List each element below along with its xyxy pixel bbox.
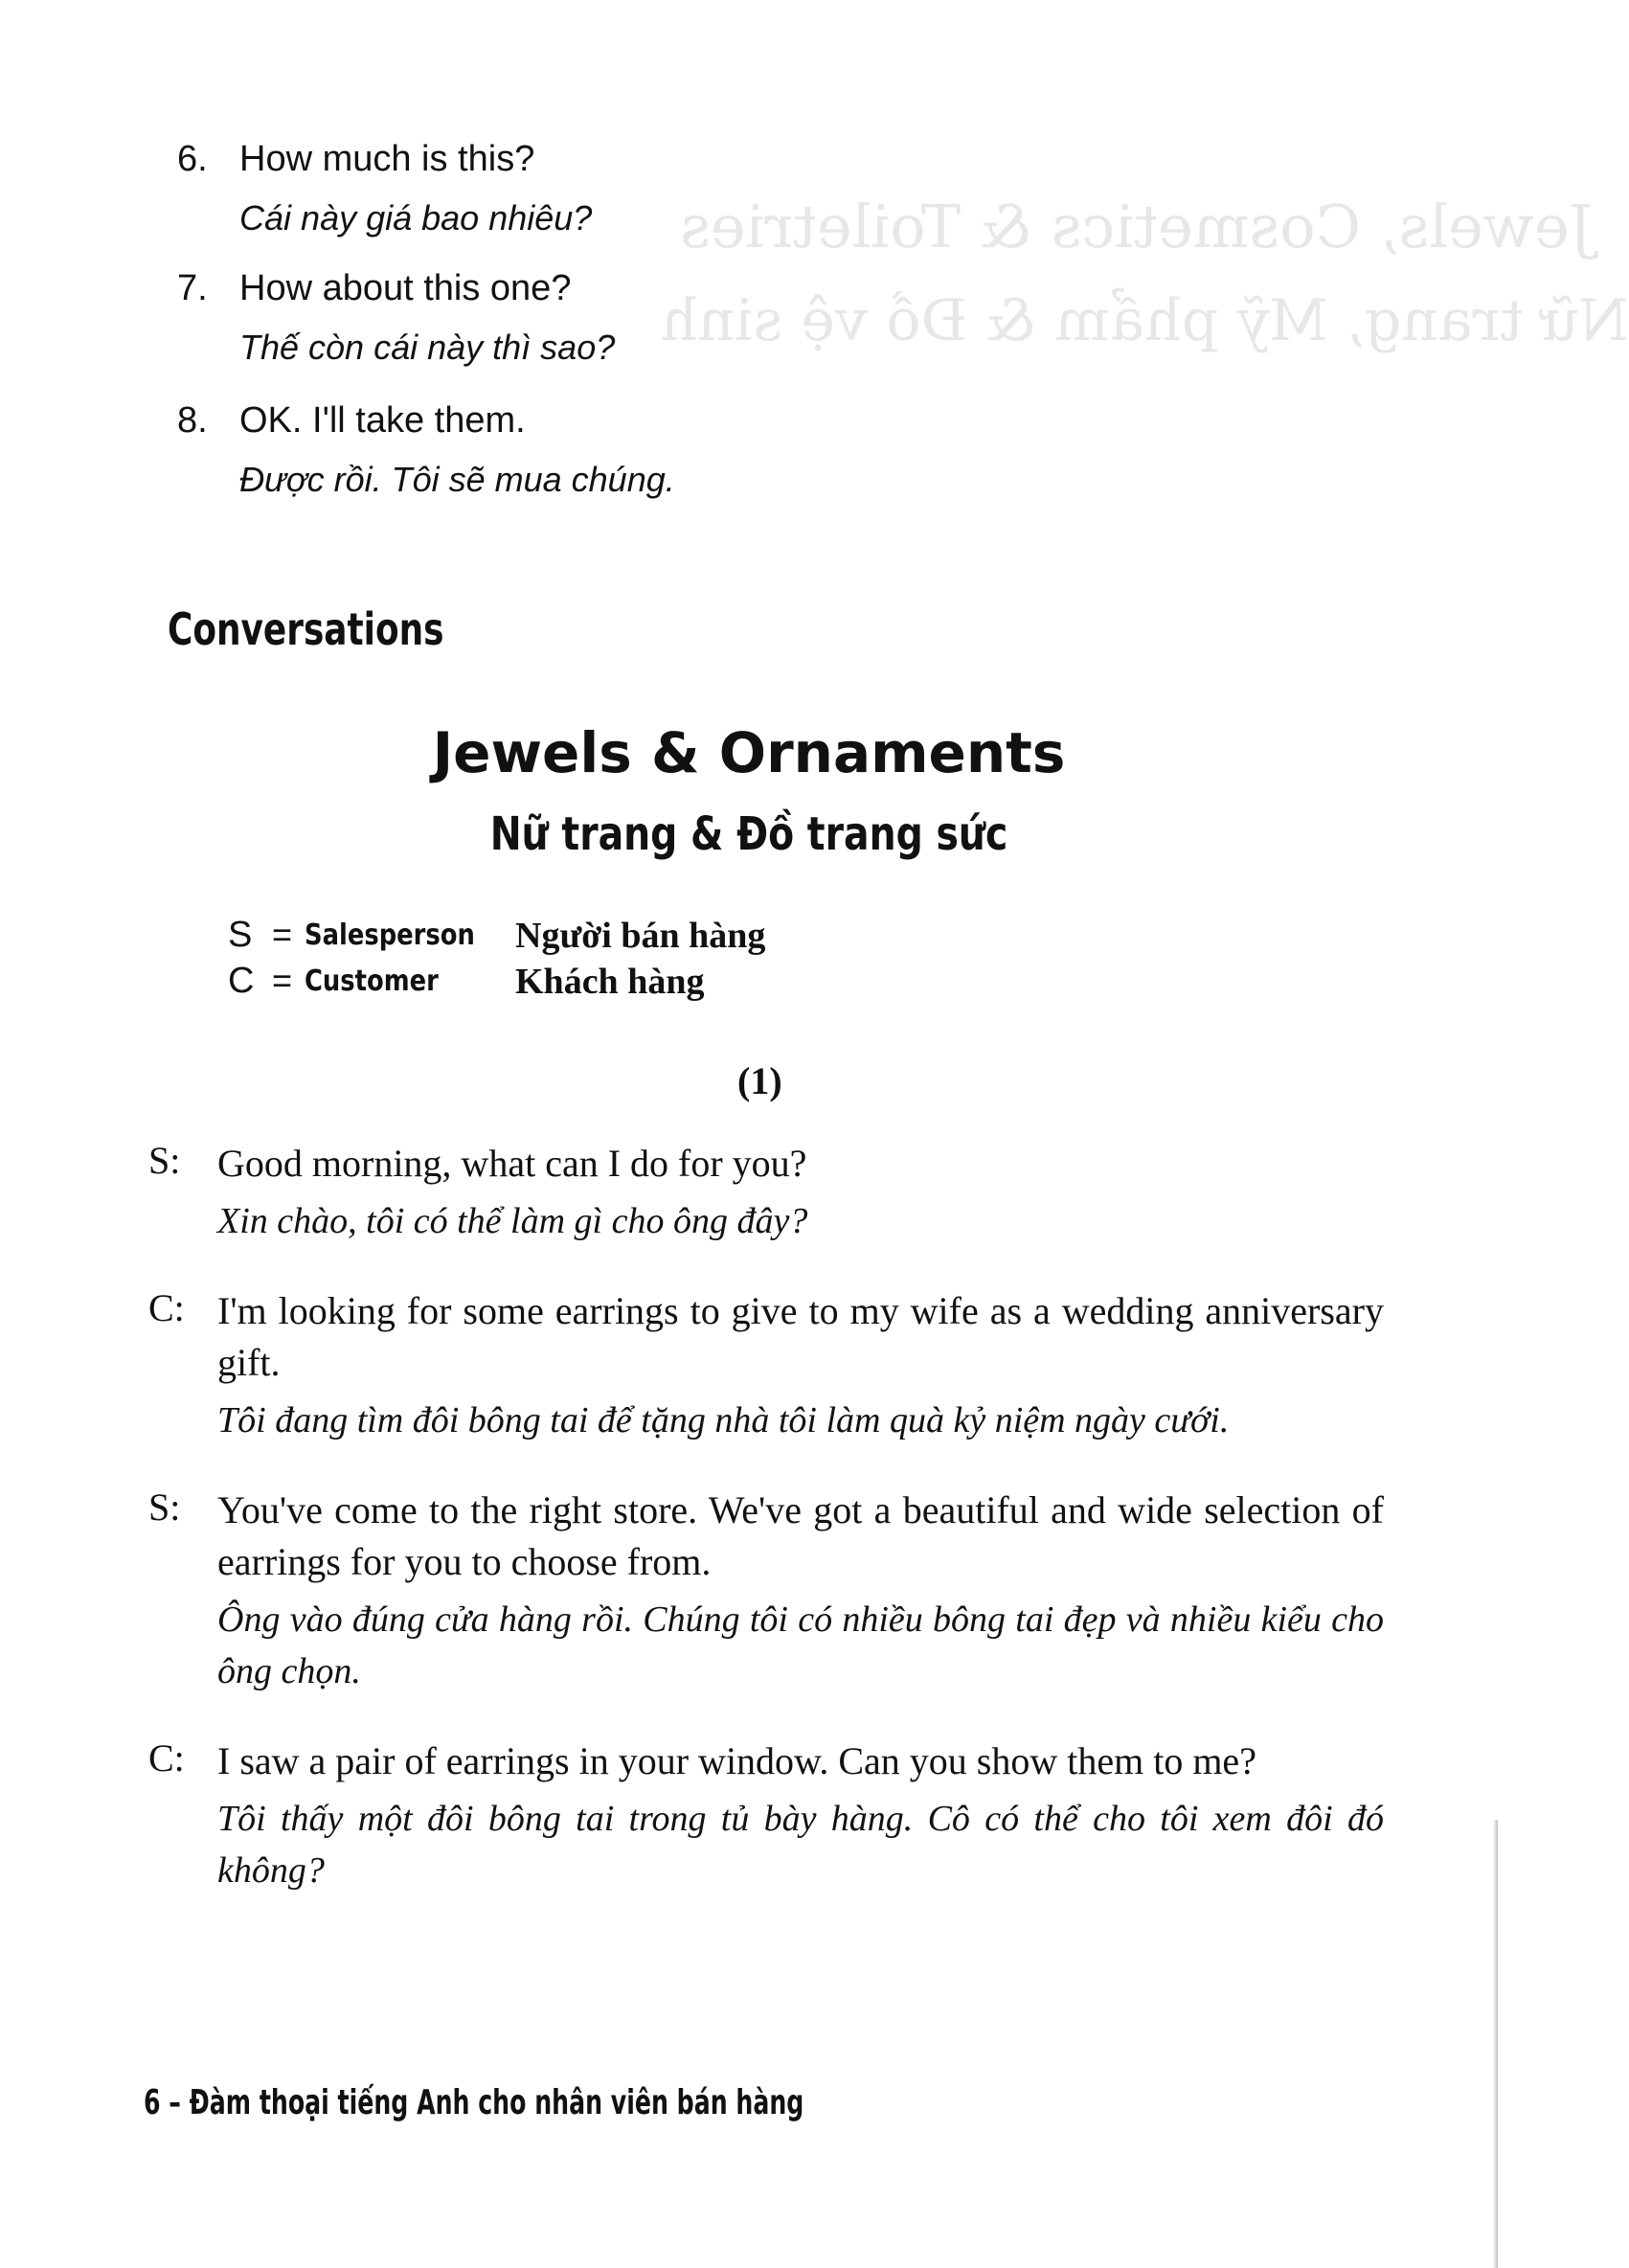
dialogue-vietnamese: Xin chào, tôi có thể làm gì cho ông đây? — [217, 1201, 808, 1241]
legend-role: Salesperson — [305, 919, 475, 952]
legend-equals: = — [272, 915, 293, 954]
conversation-title: Jewels & Ornaments — [432, 720, 1066, 785]
conversation-subtitle: Nữ trang & Đồ trang sức — [489, 807, 1008, 861]
bleed-through-subtitle: Nữ trang, Mỹ phẩm & Đồ vệ sinh — [661, 287, 1629, 354]
speaker-label: S: — [148, 1486, 181, 1529]
legend-code: C — [228, 961, 255, 1001]
part-number: (1) — [737, 1059, 782, 1102]
legend-role: Customer — [305, 964, 439, 998]
speaker-label: C: — [148, 1286, 185, 1329]
section-heading: Conversations — [168, 603, 444, 655]
phrase-english: How much is this? — [239, 139, 535, 179]
dialogue-vietnamese: Tôi đang tìm đôi bông tai để tặng nhà tôi làm quà kỷ niệm ngày cưới. — [217, 1400, 1230, 1440]
speaker-label: C: — [148, 1736, 185, 1780]
phrase-vietnamese: Cái này giá bao nhiêu? — [239, 198, 593, 238]
phrase-number: 7. — [177, 268, 208, 308]
dialogue-english: You've come to the right store. We've got a beautiful and wide selection of earrings for you to choose from. — [217, 1488, 1384, 1583]
dialogue-english: I saw a pair of earrings in your window. Can you show them to me? — [217, 1739, 1256, 1782]
page-edge-shadow — [1493, 1820, 1498, 2268]
phrase-number: 8. — [177, 400, 208, 441]
phrase-english: How about this one? — [239, 268, 572, 308]
legend-code: S — [228, 915, 253, 955]
phrase-vietnamese: Thế còn cái này thì sao? — [239, 328, 616, 367]
bleed-through-title: Jewels, Cosmetics & Toiletries — [680, 192, 1594, 261]
legend-equals: = — [272, 961, 293, 1000]
dialogue-vietnamese: Tôi thấy một đôi bông tai trong tủ bày hàng. Cô có thể cho tôi xem đôi đó không? — [217, 1799, 1384, 1891]
phrase-item — [177, 139, 1231, 254]
phrase-vietnamese: Được rồi. Tôi sẽ mua chúng. — [239, 460, 675, 499]
dialogue-vietnamese: Ông vào đúng cửa hàng rồi. Chúng tôi có nhiều bông tai đẹp và nhiều kiểu cho ông chọn. — [217, 1599, 1384, 1691]
phrase-number: 6. — [177, 139, 208, 179]
legend-row — [228, 961, 1090, 1009]
speaker-label: S: — [148, 1139, 181, 1182]
phrase-english: OK. I'll take them. — [239, 400, 526, 441]
phrase-item — [177, 268, 1231, 383]
legend-role-vietnamese: Người bán hàng — [515, 916, 766, 956]
legend-row — [228, 915, 1090, 963]
dialogue-english: Good morning, what can I do for you? — [217, 1142, 807, 1185]
legend-role-vietnamese: Khách hàng — [515, 962, 705, 1002]
phrase-item — [177, 400, 1231, 515]
page-footer: 6 – Đàm thoại tiếng Anh cho nhân viên bán hàng — [144, 2083, 804, 2122]
dialogue-english: I'm looking for some earrings to give to my wife as a wedding anniversary gift. — [217, 1289, 1384, 1384]
